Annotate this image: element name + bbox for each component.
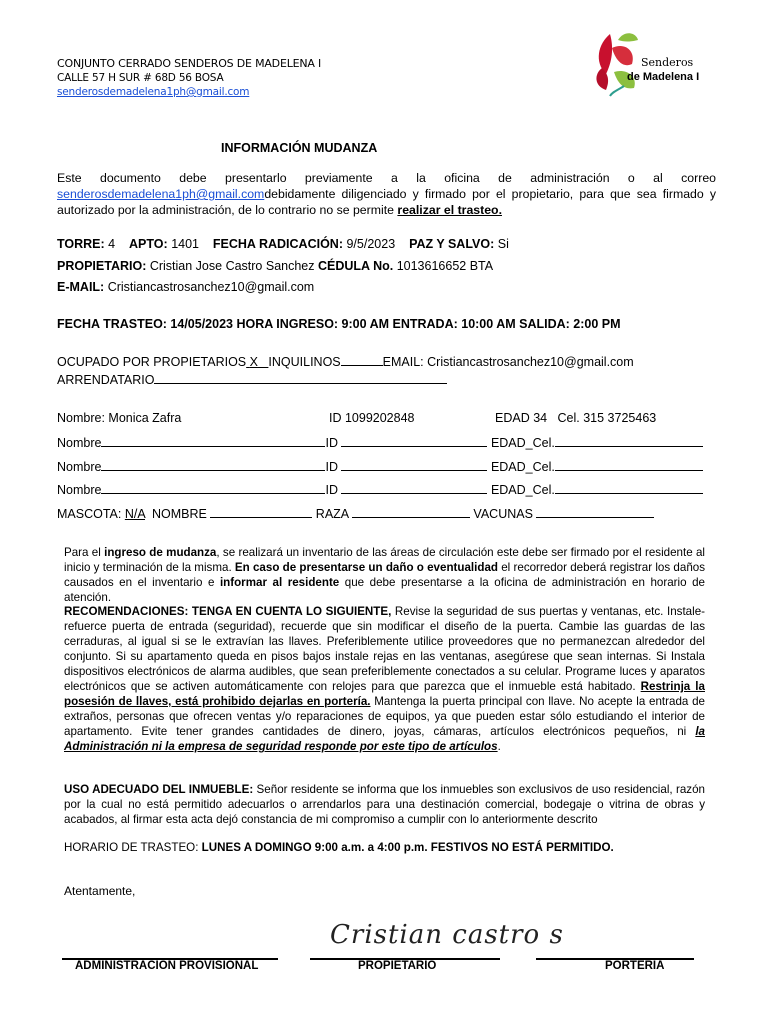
email-value: Cristiancastrosanchez10@gmail.com (107, 280, 315, 294)
intro-email-link[interactable]: senderosdemadelena1ph@gmail.com (57, 187, 265, 201)
propietario-label: PROPIETARIO: (57, 259, 147, 273)
apto-value: 1401 (171, 237, 199, 251)
logo-text-senderos: Senderos (641, 56, 694, 69)
ocupado-label: OCUPADO POR PROPIETARIOS (57, 355, 247, 369)
ocupado-email-label: EMAIL: (382, 355, 424, 369)
closing-text: Atentamente, (64, 884, 136, 898)
ocupado-mark: X (249, 355, 258, 369)
person-2-name-label: Nombre (57, 436, 102, 450)
person-3-cel-blank (555, 458, 703, 471)
inquilinos-blank (341, 353, 383, 366)
mascota-nombre-blank (210, 505, 312, 518)
arrendatario-label: ARRENDATARIO (57, 373, 155, 387)
torre-value: 4 (108, 237, 116, 251)
mascota-vacunas-blank (536, 505, 654, 518)
paz-salvo-value: Si (497, 237, 509, 251)
info-row-propietario (57, 259, 493, 273)
person-4-name-label: Nombre (57, 483, 102, 497)
mascota-value: N/A (124, 507, 145, 521)
person-3-id-label: ID (325, 460, 338, 474)
logo-text-madelena: de Madelena I (627, 71, 700, 83)
person-2-id-label: ID (325, 436, 338, 450)
info-row-email (57, 280, 314, 294)
person-4-edad-label: EDAD (490, 483, 526, 497)
fecha-radicacion-value: 9/5/2023 (346, 237, 396, 251)
mascota-label: MASCOTA: (57, 507, 122, 521)
person-3-name-blank (101, 458, 325, 471)
uso-adecuado-paragraph: USO ADECUADO DEL INMUEBLE: Señor residente se informa que los inmuebles son exclusivos de uso residencial, razón por la cual no está permitido adecuarlos o arrendarlos para una destinación comercial, bodegaje o vitrina de obras y acabados, al firmar esta acta dejó constancia de mi compromiso a cumplir con lo anteriormente descrito (64, 783, 705, 826)
mascota-row (57, 505, 654, 521)
person-4-name-blank (101, 481, 325, 494)
person-4-id-label: ID (325, 483, 338, 497)
intro-emphasis: realizar el trasteo. (397, 203, 502, 217)
person-2-cel-blank (555, 434, 703, 447)
inventory-paragraph: Para el ingreso de mudanza, se realizará un inventario de las áreas de circulación este debe ser firmado por el residente al inicio y terminación de la misma. En caso de presentarse un daño o eventualidad el recorredor deberá registrar los daños causados en el inventario e informar al residente que debe presentarse a la oficina de administración en horario de atención. (64, 546, 706, 604)
person-row-4: Nombre ID EDAD_Cel. (57, 481, 703, 497)
inquilinos-label: INQUILINOS (268, 355, 341, 369)
person-row-2: Nombre ID EDAD_Cel. (57, 434, 703, 450)
person-2-id-blank (341, 434, 487, 447)
ocupado-row (57, 353, 634, 369)
person-4-id-blank (341, 481, 487, 494)
ocupado-email-value: Cristiancastrosanchez10@gmail.com (427, 355, 634, 369)
owner-signature-label: PROPIETARIO (358, 960, 437, 972)
owner-signature: Cristian castro s (330, 920, 564, 950)
arrendatario-blank (154, 371, 447, 384)
paz-salvo-label: PAZ Y SALVO: (409, 237, 495, 251)
person-2-cel-label: Cel. (532, 436, 555, 450)
admin-signature-label: ADMINISTRACIÓN PROVISIONAL (75, 960, 259, 972)
torre-label: TORRE: (57, 237, 105, 251)
arrendatario-row (57, 371, 447, 387)
intro-text-2: debidamente diligenciado y firmado por el propietario, para que sea firmado y autorizado por la administración, de lo contrario no se permite (57, 187, 716, 217)
person-2-edad-label: EDAD (490, 436, 526, 450)
person-1-edad-cel: EDAD 34 Cel. 315 3725463 (495, 411, 657, 425)
person-3-edad-label: EDAD (490, 460, 526, 474)
propietario-value: Cristian Jose Castro Sanchez (149, 259, 315, 273)
trasteo-schedule-line: FECHA TRASTEO: 14/05/2023 HORA INGRESO: 9:00 AM ENTRADA: 10:00 AM SALIDA: 2:00 PM (57, 317, 621, 331)
organization-name: CONJUNTO CERRADO SENDEROS DE MADELENA I (57, 57, 322, 70)
organization-address: CALLE 57 H SUR # 68D 56 BOSA (57, 72, 224, 84)
cedula-label: CÉDULA No. (317, 259, 394, 273)
mascota-nombre-label: NOMBRE (151, 507, 207, 521)
email-label: E-MAIL: (57, 280, 105, 294)
person-3-id-blank (341, 458, 487, 471)
person-row-1 (57, 411, 181, 425)
person-3-name-label: Nombre (57, 460, 102, 474)
person-4-cel-label: Cel. (532, 483, 555, 497)
mascota-vacunas-label: VACUNAS (473, 507, 533, 521)
person-1-id: ID 1099202848 (329, 411, 415, 425)
person-2-name-blank (101, 434, 325, 447)
person-1-name: Nombre: Monica Zafra (57, 411, 182, 425)
intro-paragraph (57, 170, 716, 218)
horario-trasteo-line: HORARIO DE TRASTEO: LUNES A DOMINGO 9:00 a.m. a 4:00 p.m. FESTIVOS NO ESTÁ PERMITIDO. (64, 841, 614, 854)
porteria-signature-label: PORTERÍA (605, 960, 665, 972)
person-row-3: Nombre ID EDAD_Cel. (57, 458, 703, 474)
mascota-raza-label: RAZA (315, 507, 349, 521)
person-3-cel-label: Cel. (532, 460, 555, 474)
cedula-value: 1013616652 BTA (396, 259, 494, 273)
fecha-radicacion-label: FECHA RADICACIÓN: (212, 237, 343, 251)
mascota-raza-blank (352, 505, 470, 518)
page-title: INFORMACIÓN MUDANZA (221, 141, 378, 155)
person-4-cel-blank (555, 481, 703, 494)
apto-label: APTO: (129, 237, 168, 251)
organization-email-link[interactable]: senderosdemadelena1ph@gmail.com (57, 86, 250, 98)
intro-text-1: Este documento debe presentarlo previamente a la oficina de administración o al correo (57, 171, 716, 185)
recommendations-paragraph: RECOMENDACIONES: TENGA EN CUENTA LO SIGUIENTE, Revise la seguridad de sus puertas y ventanas, etc. Instale-refuerce puerta de entrada (seguridad), recuerde que sin modificar el diseño de la puerta. Cambie las guardas de las cerraduras, al igual si se le extravían las llaves. Preferiblemente utilice proveedores que no permanezcan alrededor del conjunto. Si su apartamento queda en pisos bajos instale rejas en las ventanas, asegúrese que sean internas. Si Instala dispositivos electrónicos de alarma audibles, que sean preferiblemente conectados a su celular. Programe luces y aparatos electrónicos que se activen automáticamente con relojes para que parezca que el inmueble está habitado. Restrinja la posesión de llaves, está prohibido dejarlas en portería. Mantenga la puerta principal con llave. No acepte la entrada de extraños, personas que ofrecen ventas y/o reparaciones de equipos, ya que pueden estar sólo estudiando el interior de apartamento. Evite tener grandes cantidades de dinero, joyas, cámaras, artículos electrónicos pequeños, ni la Administración ni la empresa de seguridad responde por este tipo de artículos. (64, 605, 706, 753)
info-row-torre (57, 237, 509, 251)
